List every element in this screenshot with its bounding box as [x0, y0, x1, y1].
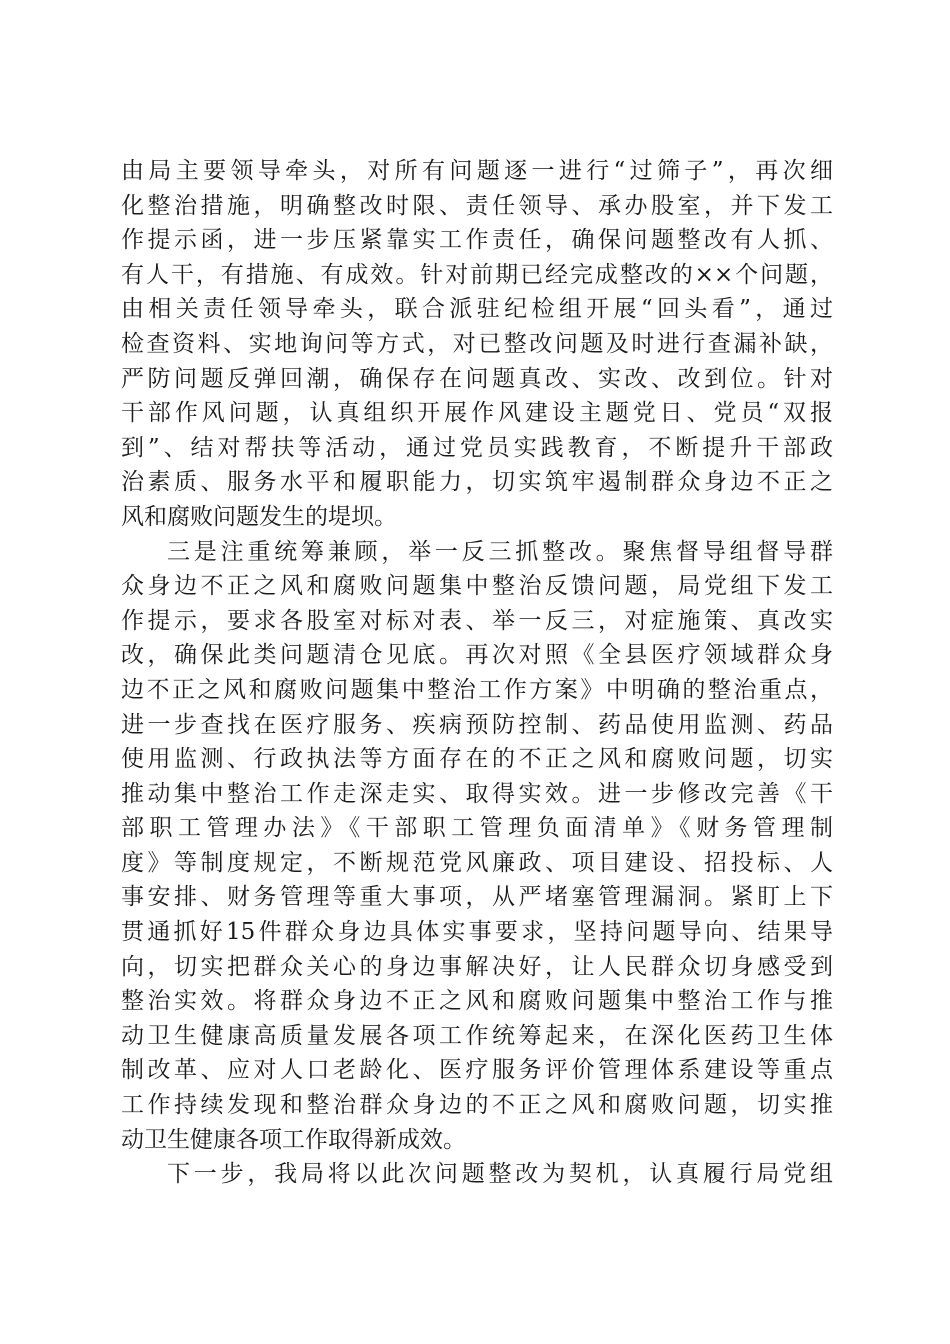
text-line: 使用监测、行政执法等方面存在的不正之风和腐败问题，切实 [121, 746, 833, 773]
text-line: 进一步查找在医疗服务、疾病预防控制、药品使用监测、药品 [121, 711, 833, 738]
text-line: 由相关责任领导牵头，联合派驻纪检组开展“回头看”，通过 [121, 296, 833, 323]
text-line: 整治实效。将群众身边不正之风和腐败问题集中整治工作与推 [121, 988, 833, 1015]
body-text [121, 154, 833, 1192]
text-line: 严防问题反弹回潮，确保存在问题真改、实改、改到位。针对 [121, 365, 833, 392]
text-line: 有人干，有措施、有成效。针对前期已经完成整改的××个问题， [121, 261, 833, 288]
text-line-paragraph-end: 风和腐败问题发生的堤坝。 [121, 503, 397, 530]
text-line: 检查资料、实地询问等方式，对已整改问题及时进行查漏补缺， [121, 330, 833, 357]
text-line: 治素质、服务水平和履职能力，切实筑牢遏制群众身边不正之 [121, 469, 833, 496]
text-line-paragraph-end: 动卫生健康各项工作取得新成效。 [121, 1126, 466, 1153]
text-line-paragraph-start: 三是注重统筹兼顾，举一反三抓整改。聚焦督导组督导群 [167, 538, 833, 565]
text-line: 制改革、应对人口老龄化、医疗服务评价管理体系建设等重点 [121, 1057, 833, 1084]
text-line: 推动集中整治工作走深走实、取得实效。进一步修改完善《干 [121, 780, 833, 807]
text-line: 改，确保此类问题清仓见底。再次对照《全县医疗领域群众身 [121, 642, 833, 669]
text-line: 动卫生健康高质量发展各项工作统筹起来，在深化医药卫生体 [121, 1022, 833, 1049]
text-line: 干部作风问题，认真组织开展作风建设主题党日、党员“双报 [121, 400, 833, 427]
text-line: 向，切实把群众关心的身边事解决好，让人民群众切身感受到 [121, 953, 833, 980]
text-line: 事安排、财务管理等重大事项，从严堵塞管理漏洞。紧盯上下 [121, 884, 833, 911]
text-line: 由局主要领导牵头，对所有问题逐一进行“过筛子”，再次细 [121, 158, 833, 184]
text-line: 工作持续发现和整治群众身边的不正之风和腐败问题，切实推 [121, 1092, 833, 1119]
text-line: 众身边不正之风和腐败问题集中整治反馈问题，局党组下发工 [121, 573, 833, 600]
text-line: 贯通抓好15件群众身边具体实事要求，坚持问题导向、结果导 [121, 919, 833, 946]
text-line: 部职工管理办法》《干部职工管理负面清单》《财务管理制 [121, 815, 833, 842]
text-line-paragraph-start: 下一步，我局将以此次问题整改为契机，认真履行局党组 [167, 1161, 833, 1188]
text-line: 化整治措施，明确整改时限、责任领导、承办股室，并下发工 [121, 192, 833, 219]
text-line: 边不正之风和腐败问题集中整治工作方案》中明确的整治重点， [121, 676, 833, 703]
text-line: 作提示函，进一步压紧靠实工作责任，确保问题整改有人抓、 [121, 227, 833, 254]
text-line: 度》等制度规定，不断规范党风廉政、项目建设、招投标、人 [121, 849, 833, 876]
text-line: 作提示，要求各股室对标对表、举一反三，对症施策、真改实 [121, 607, 833, 634]
text-line: 到”、结对帮扶等活动，通过党员实践教育，不断提升干部政 [121, 434, 833, 461]
